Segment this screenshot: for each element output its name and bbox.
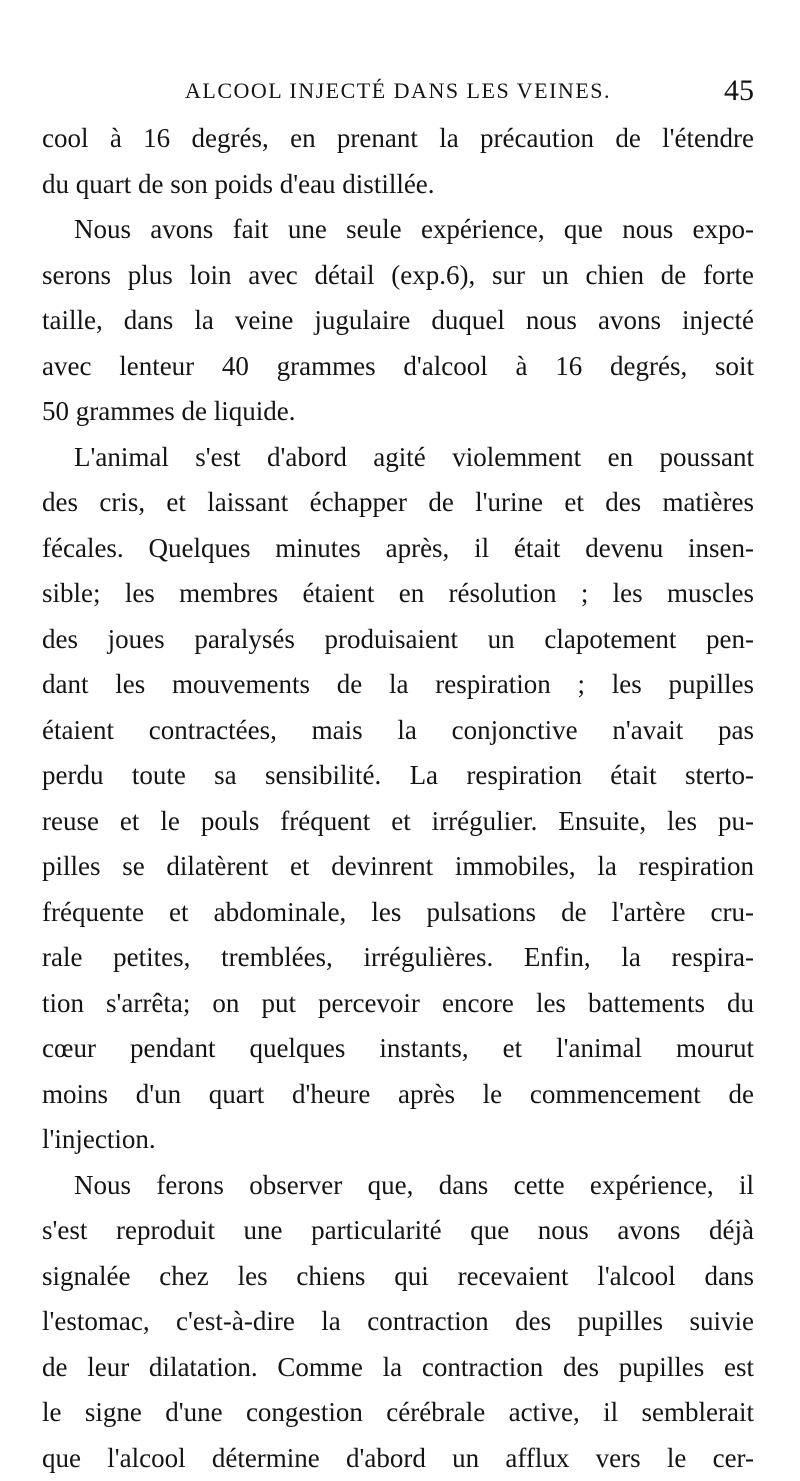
text-line: L'animal s'est d'abord agité violemment en poussant	[42, 435, 754, 481]
text-line: Nous ferons observer que, dans cette expérience, il	[42, 1163, 754, 1209]
text-line: de leur dilatation. Comme la contraction des pupilles est	[42, 1345, 754, 1391]
text-line: s'est reproduit une particularité que nous avons déjà	[42, 1208, 754, 1254]
text-line: cœur pendant quelques instants, et l'animal mourut	[42, 1026, 754, 1072]
text-line: sible; les membres étaient en résolution ; les muscles	[42, 571, 754, 617]
text-line: fécales. Quelques minutes après, il était devenu insen-	[42, 526, 754, 572]
text-line: reuse et le pouls fréquent et irrégulier. Ensuite, les pu-	[42, 799, 754, 845]
text-line: du quart de son poids d'eau distillée.	[42, 162, 754, 208]
text-line: rale petites, tremblées, irrégulières. Enfin, la respira-	[42, 935, 754, 981]
page-number: 45	[724, 74, 754, 108]
text-line: 50 grammes de liquide.	[42, 389, 754, 435]
text-line: tion s'arrêta; on put percevoir encore les battements du	[42, 981, 754, 1027]
page-header	[42, 72, 754, 112]
text-line: l'estomac, c'est-à-dire la contraction des pupilles suivie	[42, 1299, 754, 1345]
text-line: taille, dans la veine jugulaire duquel nous avons injecté	[42, 298, 754, 344]
running-title: ALCOOL INJECTÉ DANS LES VEINES.	[42, 78, 754, 104]
text-line: pilles se dilatèrent et devinrent immobiles, la respiration	[42, 844, 754, 890]
text-line: des cris, et laissant échapper de l'urine et des matières	[42, 480, 754, 526]
text-line: l'injection.	[42, 1117, 754, 1163]
text-line: fréquente et abdominale, les pulsations de l'artère cru-	[42, 890, 754, 936]
text-line: Nous avons fait une seule expérience, que nous expo-	[42, 207, 754, 253]
text-line: perdu toute sa sensibilité. La respiration était sterto-	[42, 753, 754, 799]
text-line: avec lenteur 40 grammes d'alcool à 16 degrés, soit	[42, 344, 754, 390]
text-line: étaient contractées, mais la conjonctive n'avait pas	[42, 708, 754, 754]
text-line: que l'alcool détermine d'abord un afflux vers le cer-	[42, 1436, 754, 1481]
text-line: le signe d'une congestion cérébrale active, il semblerait	[42, 1390, 754, 1436]
text-line: cool à 16 degrés, en prenant la précaution de l'étendre	[42, 116, 754, 162]
body-text	[42, 116, 754, 1481]
text-line: moins d'un quart d'heure après le commencement de	[42, 1072, 754, 1118]
text-line: serons plus loin avec détail (exp.6), sur un chien de forte	[42, 253, 754, 299]
text-line: dant les mouvements de la respiration ; les pupilles	[42, 662, 754, 708]
text-line: signalée chez les chiens qui recevaient l'alcool dans	[42, 1254, 754, 1300]
text-line: des joues paralysés produisaient un clapotement pen-	[42, 617, 754, 663]
